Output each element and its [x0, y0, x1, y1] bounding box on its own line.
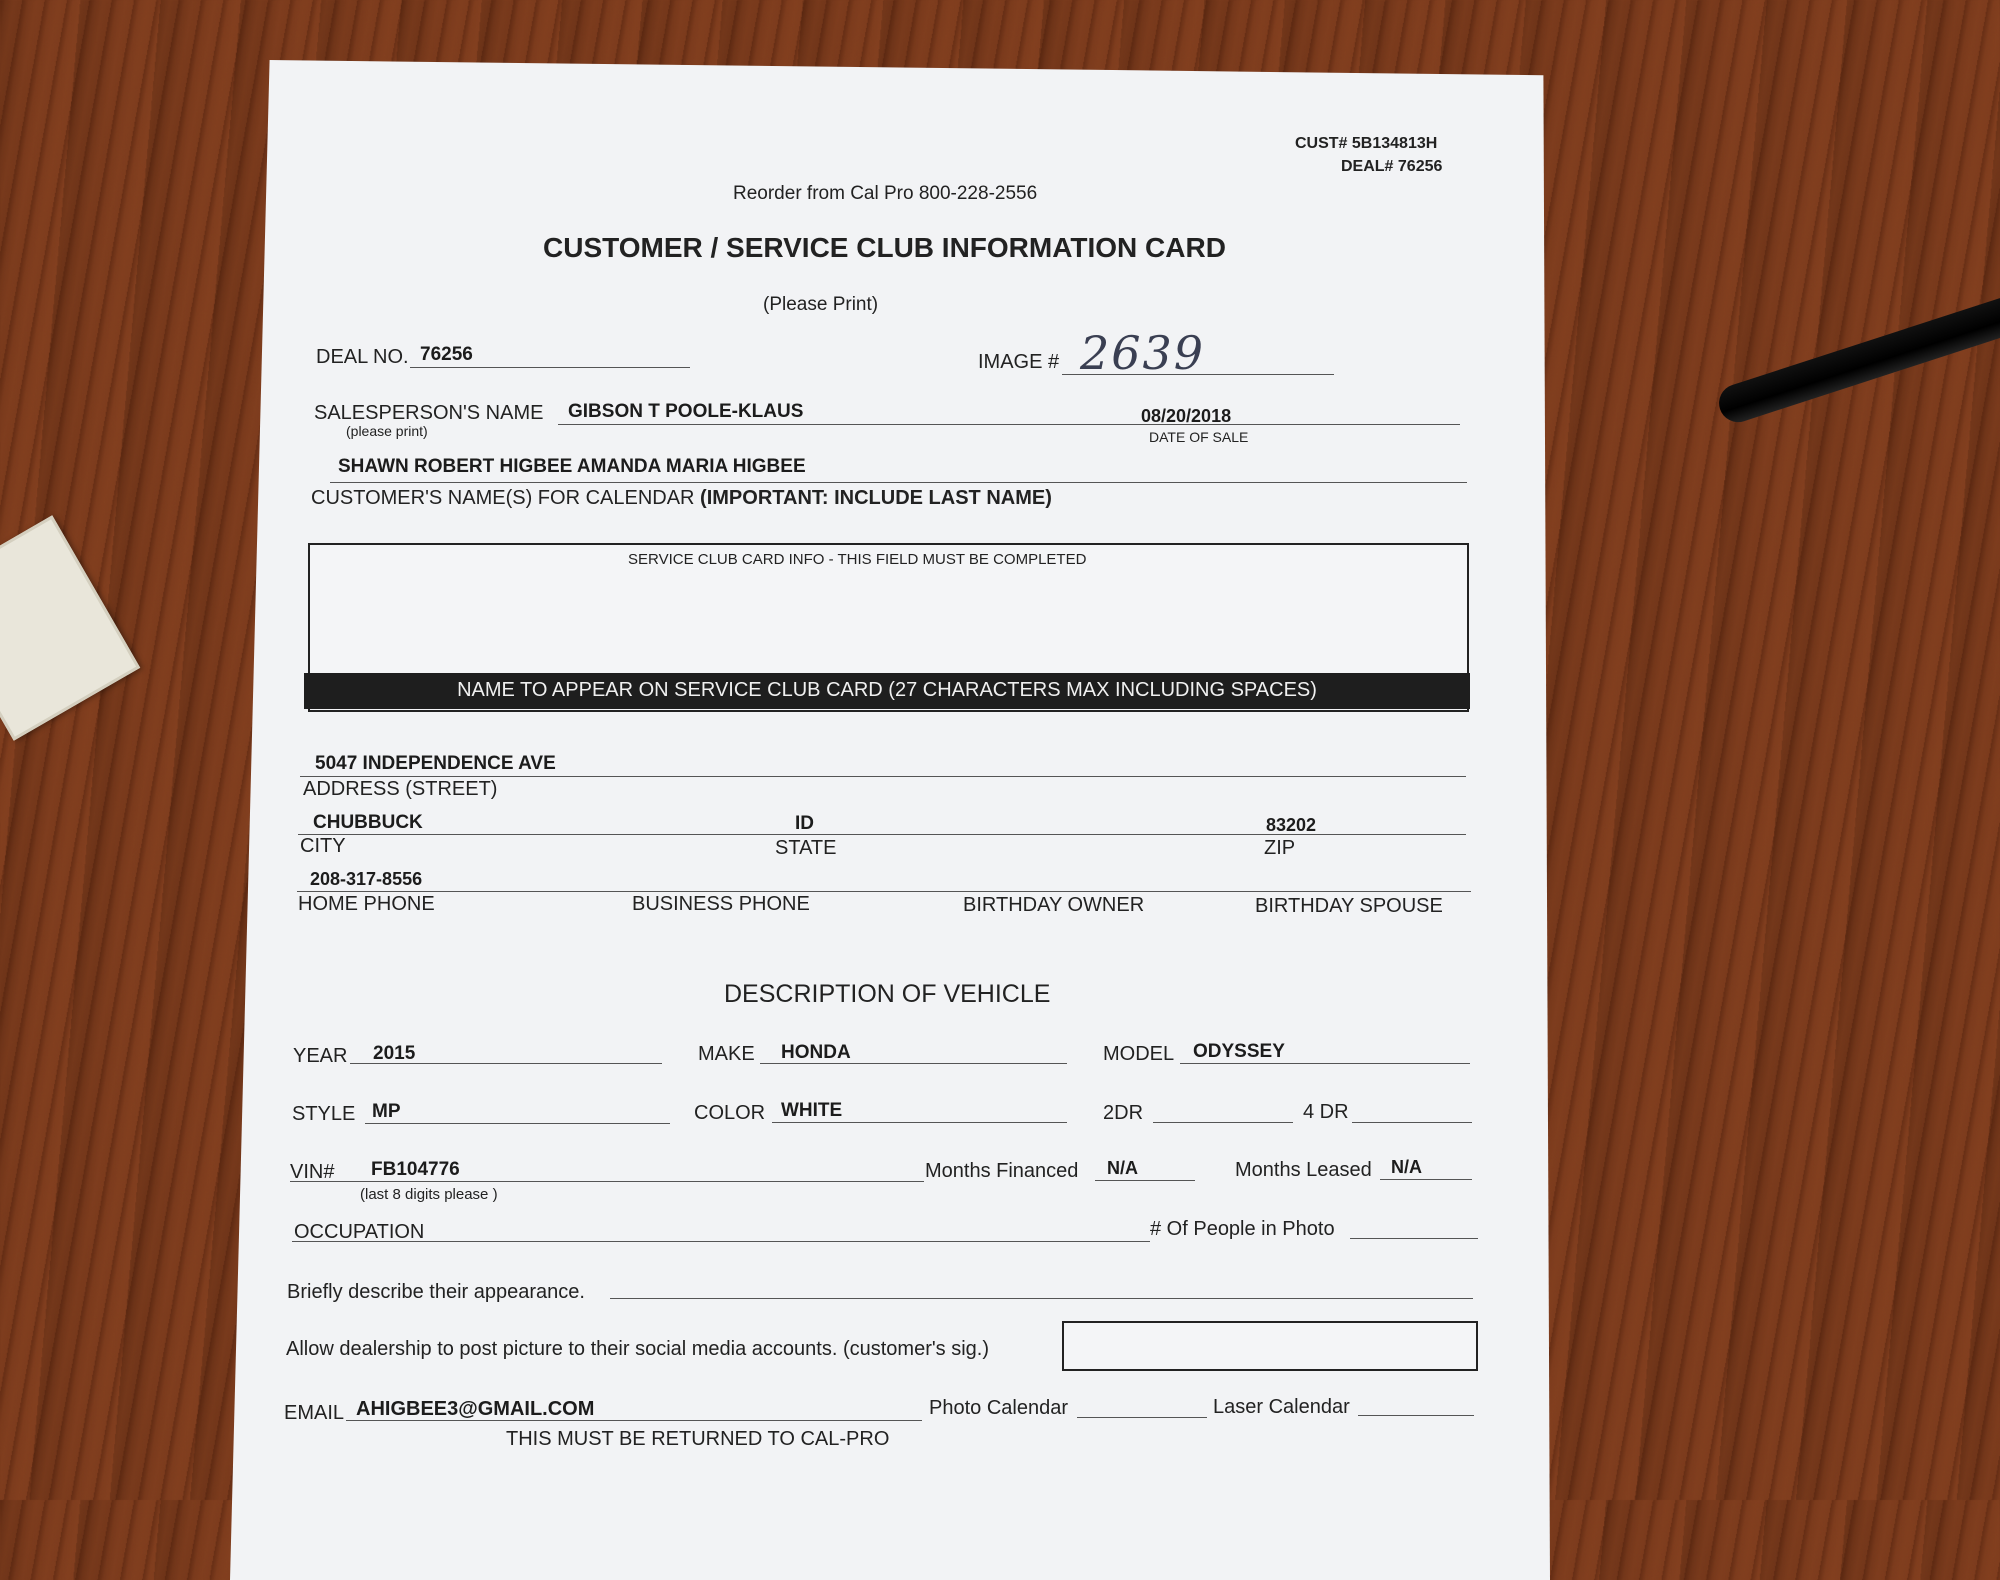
customer-names-value[interactable]: SHAWN ROBERT HIGBEE AMANDA MARIA HIGBEE — [338, 456, 806, 477]
months-financed-value[interactable]: N/A — [1107, 1158, 1138, 1178]
year-label: YEAR — [293, 1045, 348, 1067]
months-leased-value[interactable]: N/A — [1391, 1157, 1422, 1177]
reorder-note: Reorder from Cal Pro 800-228-2556 — [733, 183, 1038, 204]
vin-note: (last 8 digits please ) — [360, 1186, 498, 1203]
birthday-spouse-label: BIRTHDAY SPOUSE — [1255, 895, 1443, 917]
style-label: STYLE — [292, 1103, 356, 1125]
salesperson-value[interactable]: GIBSON T POOLE-KLAUS — [568, 401, 804, 422]
model-value[interactable]: ODYSSEY — [1193, 1041, 1285, 1062]
address-value[interactable]: 5047 INDEPENDENCE AVE — [315, 753, 556, 774]
state-value[interactable]: ID — [795, 813, 814, 834]
service-club-header: SERVICE CLUB CARD INFO - THIS FIELD MUST BE COMPLETED — [628, 551, 1087, 568]
service-club-name-bar: NAME TO APPEAR ON SERVICE CLUB CARD (27 CHARACTERS MAX INCLUDING SPACES) — [304, 673, 1470, 709]
city-value[interactable]: CHUBBUCK — [313, 812, 423, 833]
occupation-label: OCCUPATION — [294, 1221, 425, 1243]
vin-value[interactable]: FB104776 — [371, 1159, 460, 1180]
city-label: CITY — [300, 835, 346, 857]
birthday-owner-label: BIRTHDAY OWNER — [963, 894, 1145, 916]
two-door-label: 2DR — [1103, 1102, 1144, 1124]
return-note: THIS MUST BE RETURNED TO CAL-PRO — [506, 1428, 890, 1450]
zip-label: ZIP — [1264, 837, 1296, 859]
style-value[interactable]: MP — [372, 1101, 401, 1122]
deal-number-corner: DEAL# 76256 — [1341, 158, 1443, 175]
business-phone-label: BUSINESS PHONE — [632, 893, 810, 915]
address-label: ADDRESS (STREET) — [303, 778, 498, 800]
model-label: MODEL — [1103, 1043, 1175, 1065]
year-value[interactable]: 2015 — [373, 1043, 416, 1064]
color-value[interactable]: WHITE — [781, 1100, 843, 1121]
state-label: STATE — [775, 837, 837, 859]
date-of-sale-value[interactable]: 08/20/2018 — [1141, 406, 1232, 426]
email-value[interactable]: AHIGBEE3@GMAIL.COM — [356, 1398, 595, 1420]
background-card-object — [0, 515, 140, 740]
deal-no-value[interactable]: 76256 — [420, 344, 473, 365]
laser-calendar-label: Laser Calendar — [1213, 1396, 1350, 1418]
months-leased-label: Months Leased — [1235, 1159, 1372, 1181]
customer-signature-box[interactable] — [1062, 1321, 1478, 1371]
pen — [1714, 280, 2000, 427]
image-no-value-handwritten[interactable]: 2639 — [1080, 326, 1206, 380]
please-print-sublabel: (please print) — [346, 423, 428, 439]
vehicle-section-title: DESCRIPTION OF VEHICLE — [724, 980, 1051, 1008]
zip-value[interactable]: 83202 — [1266, 815, 1317, 835]
people-in-photo-label: # Of People in Photo — [1150, 1218, 1335, 1240]
photo-calendar-label: Photo Calendar — [929, 1397, 1068, 1419]
salesperson-label: SALESPERSON'S NAME — [314, 402, 544, 424]
home-phone-label: HOME PHONE — [298, 893, 435, 915]
vin-label: VIN# — [290, 1161, 335, 1183]
appearance-label: Briefly describe their appearance. — [287, 1281, 585, 1303]
social-media-consent-label: Allow dealership to post picture to their social media accounts. (customer's sig.) — [286, 1338, 990, 1360]
make-value[interactable]: HONDA — [781, 1042, 851, 1063]
color-label: COLOR — [694, 1102, 766, 1124]
customer-names-label: CUSTOMER'S NAME(S) FOR CALENDAR (IMPORTANT: INCLUDE LAST NAME) — [311, 487, 1052, 509]
make-label: MAKE — [698, 1043, 755, 1065]
email-label: EMAIL — [284, 1402, 345, 1424]
image-no-label: IMAGE # — [978, 351, 1060, 373]
months-financed-label: Months Financed — [925, 1160, 1079, 1182]
customer-number: CUST# 5B134813H — [1295, 135, 1438, 152]
form-title: CUSTOMER / SERVICE CLUB INFORMATION CARD — [543, 232, 1226, 263]
date-of-sale-label: DATE OF SALE — [1149, 429, 1249, 445]
deal-no-label: DEAL NO. — [316, 346, 409, 368]
home-phone-value[interactable]: 208-317-8556 — [310, 869, 423, 889]
please-print-note: (Please Print) — [763, 294, 879, 315]
four-door-label: 4 DR — [1303, 1101, 1349, 1123]
